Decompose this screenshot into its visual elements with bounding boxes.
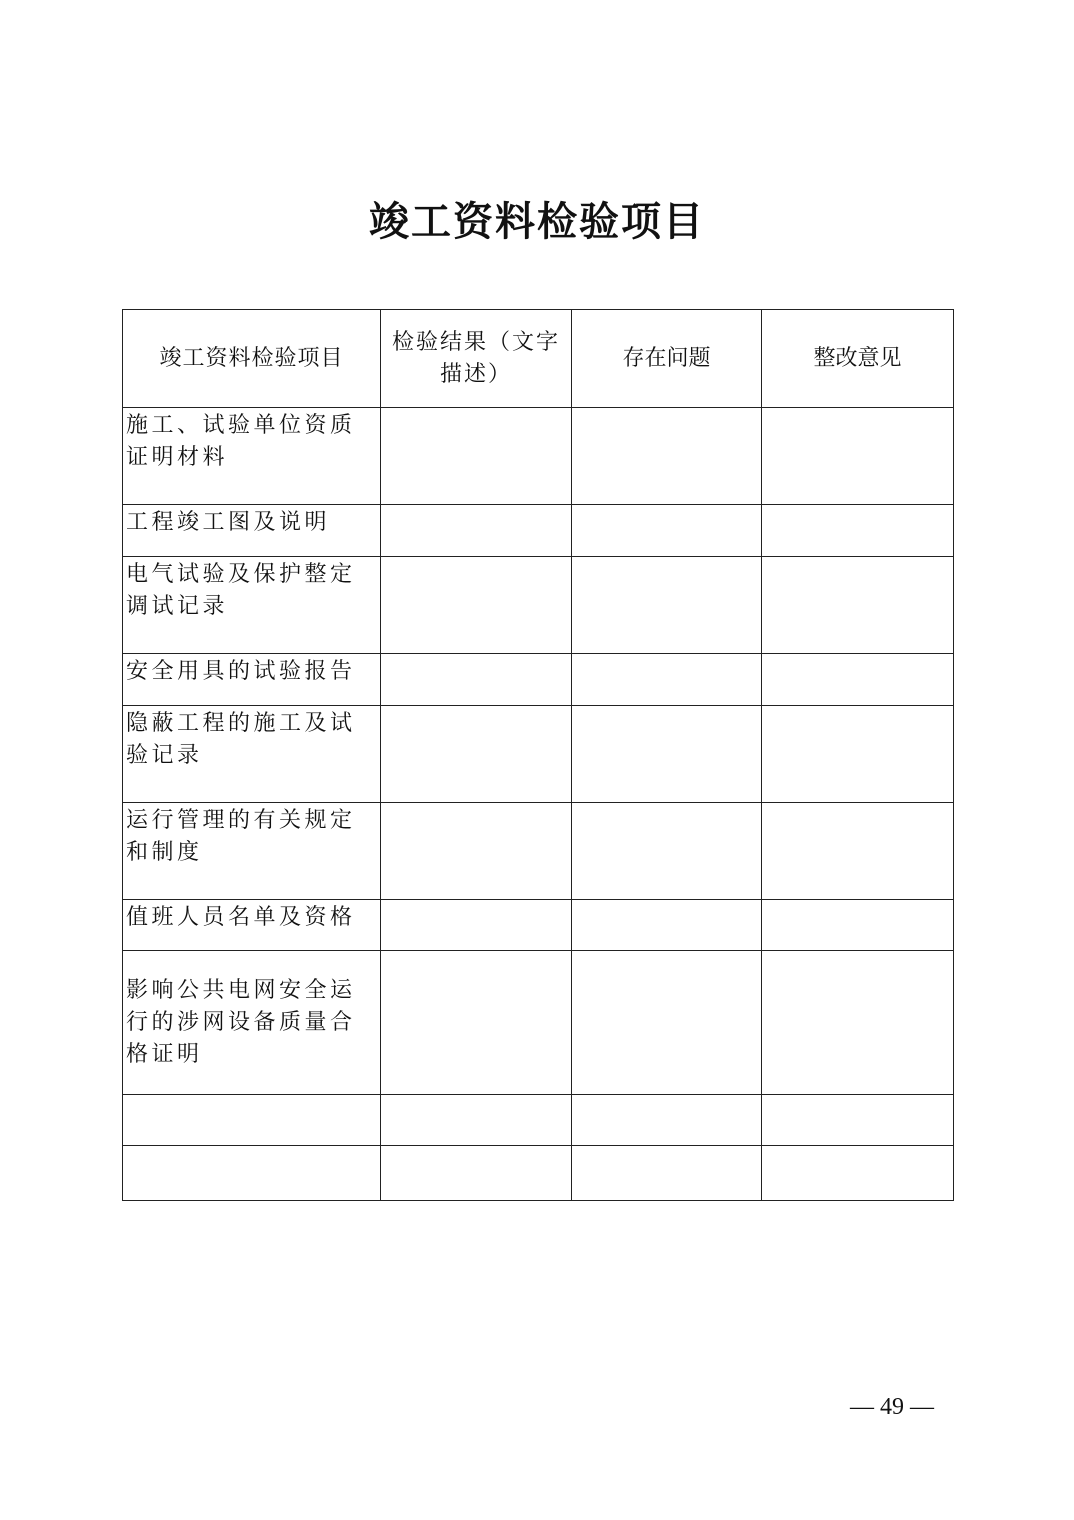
problem-cell[interactable]	[572, 654, 762, 706]
rectification-cell[interactable]	[762, 1095, 954, 1146]
page-number: — 49 —	[850, 1394, 934, 1420]
header-rectification: 整改意见	[762, 310, 954, 408]
item-cell: 安全用具的试验报告	[123, 654, 381, 706]
table-header-row	[123, 310, 954, 408]
item-cell	[123, 1146, 381, 1201]
item-cell	[123, 1095, 381, 1146]
rectification-cell[interactable]	[762, 803, 954, 900]
table-row	[123, 505, 954, 557]
problem-cell[interactable]	[572, 1095, 762, 1146]
header-problem: 存在问题	[572, 310, 762, 408]
problem-cell[interactable]	[572, 1146, 762, 1201]
rectification-cell[interactable]	[762, 1146, 954, 1201]
result-cell[interactable]	[381, 706, 572, 803]
result-cell[interactable]	[381, 1095, 572, 1146]
rectification-cell[interactable]	[762, 900, 954, 951]
header-result: 检验结果（文字描述）	[381, 310, 572, 408]
table-row	[123, 408, 954, 505]
header-item: 竣工资料检验项目	[123, 310, 381, 408]
problem-cell[interactable]	[572, 706, 762, 803]
table-row	[123, 654, 954, 706]
result-cell[interactable]	[381, 505, 572, 557]
table-row	[123, 900, 954, 951]
item-cell: 工程竣工图及说明	[123, 505, 381, 557]
problem-cell[interactable]	[572, 505, 762, 557]
table-row	[123, 1146, 954, 1201]
page-title: 竣工资料检验项目	[369, 198, 705, 245]
item-cell: 影响公共电网安全运行的涉网设备质量合格证明	[123, 951, 381, 1095]
rectification-cell[interactable]	[762, 408, 954, 505]
rectification-cell[interactable]	[762, 505, 954, 557]
table-row	[123, 803, 954, 900]
rectification-cell[interactable]	[762, 951, 954, 1095]
problem-cell[interactable]	[572, 900, 762, 951]
item-cell: 运行管理的有关规定和制度	[123, 803, 381, 900]
result-cell[interactable]	[381, 803, 572, 900]
problem-cell[interactable]	[572, 557, 762, 654]
rectification-cell[interactable]	[762, 557, 954, 654]
item-cell: 电气试验及保护整定调试记录	[123, 557, 381, 654]
table-row	[123, 706, 954, 803]
table-row	[123, 557, 954, 654]
problem-cell[interactable]	[572, 803, 762, 900]
result-cell[interactable]	[381, 654, 572, 706]
result-cell[interactable]	[381, 951, 572, 1095]
item-cell: 隐蔽工程的施工及试验记录	[123, 706, 381, 803]
rectification-cell[interactable]	[762, 654, 954, 706]
result-cell[interactable]	[381, 557, 572, 654]
problem-cell[interactable]	[572, 951, 762, 1095]
problem-cell[interactable]	[572, 408, 762, 505]
rectification-cell[interactable]	[762, 706, 954, 803]
item-cell: 施工、试验单位资质证明材料	[123, 408, 381, 505]
result-cell[interactable]	[381, 900, 572, 951]
table-row	[123, 1095, 954, 1146]
result-cell[interactable]	[381, 1146, 572, 1201]
table-row	[123, 951, 954, 1095]
result-cell[interactable]	[381, 408, 572, 505]
item-cell: 值班人员名单及资格	[123, 900, 381, 951]
inspection-table	[122, 309, 954, 1201]
